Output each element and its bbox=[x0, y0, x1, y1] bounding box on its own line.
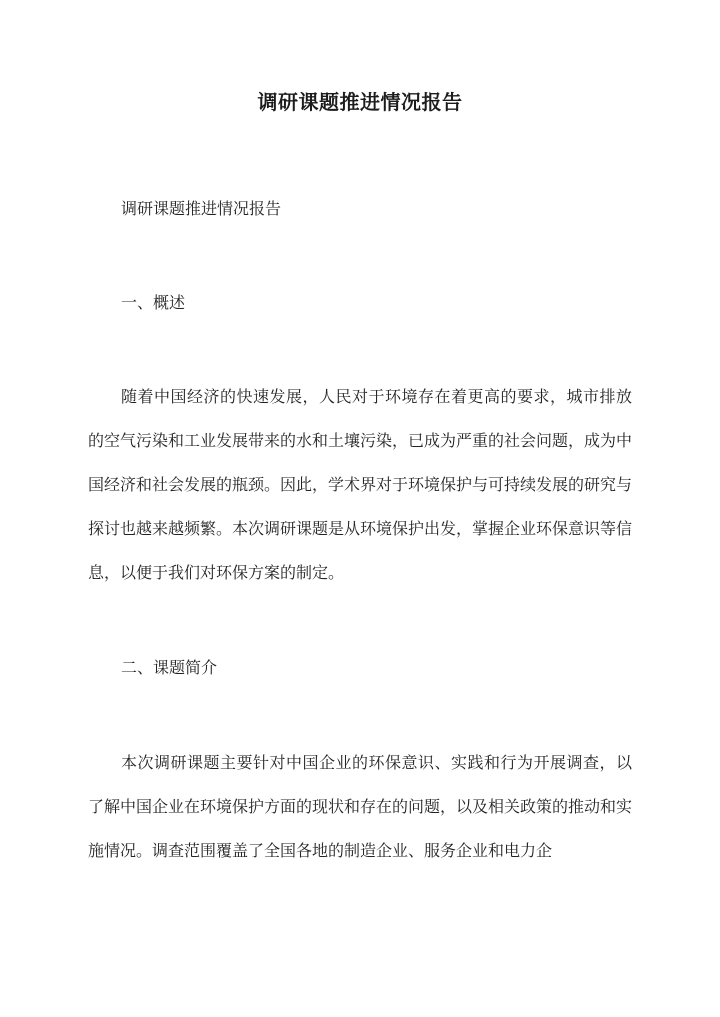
document-subtitle: 调研课题推进情况报告 bbox=[121, 199, 282, 218]
document-title: 调研课题推进情况报告 bbox=[257, 90, 463, 114]
section-heading-overview: 一、概述 bbox=[121, 293, 186, 312]
section-heading-introduction: 二、课题简介 bbox=[121, 658, 218, 677]
introduction-paragraph: 本次调研课题主要针对中国企业的环保意识、实践和行为开展调查，以了解中国企业在环境保护方面的现状和存在的问题，以及相关政策的推动和实施情况。调查范围覆盖了全国各地的制造企业、服务企业和电力企 bbox=[88, 753, 633, 860]
overview-paragraph: 随着中国经济的快速发展，人民对于环境存在着更高的要求，城市排放的空气污染和工业发展带来的水和土壤污染，已成为严重的社会问题，成为中国经济和社会发展的瓶颈。因此，学术界对于环境保护与可持续发展的研究与探讨也越来越频繁。本次调研课题是从环境保护出发，掌握企业环保意识等信息，以便于我们对环保方案的制定。 bbox=[88, 387, 633, 582]
